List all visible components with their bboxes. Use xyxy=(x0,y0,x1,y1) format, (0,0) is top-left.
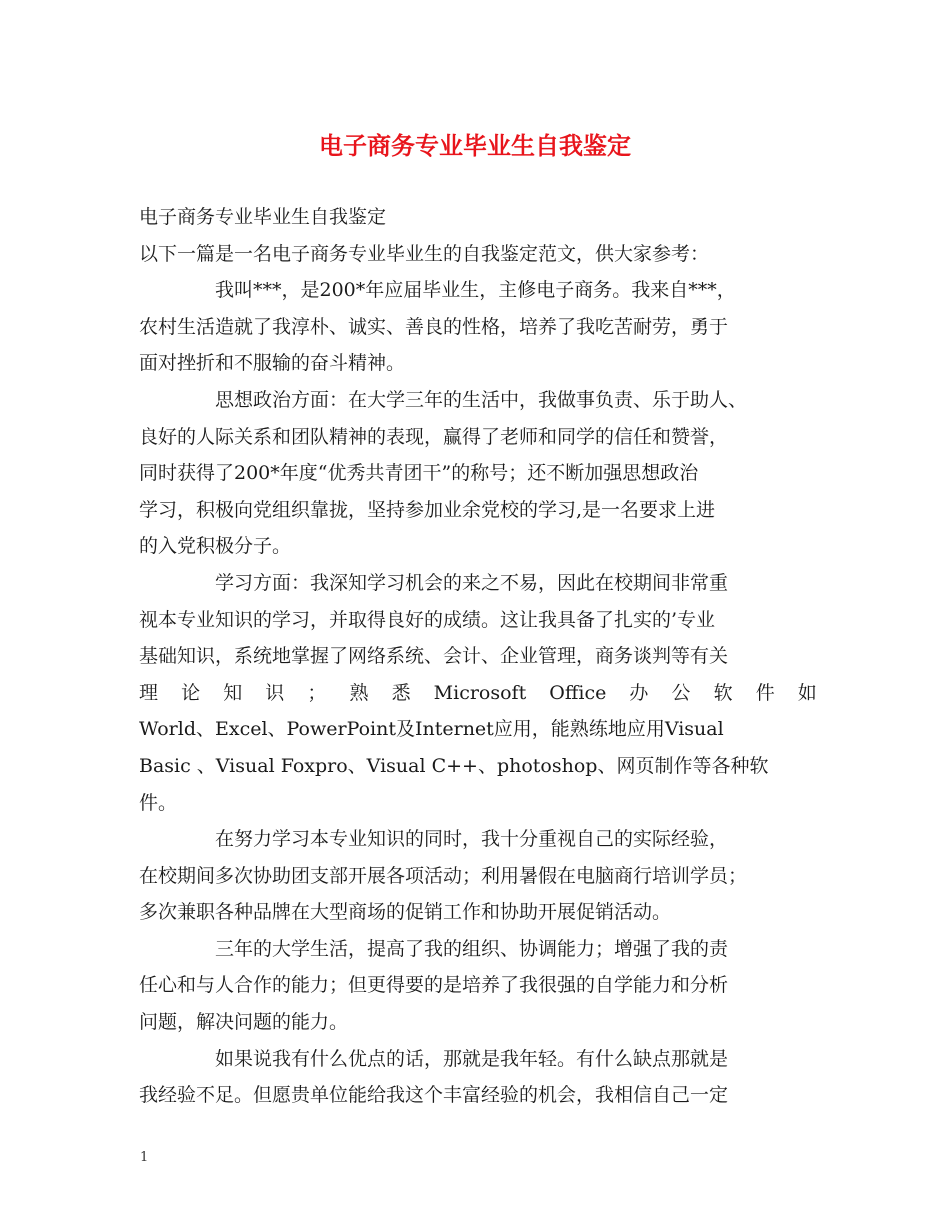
text-line: World、Excel、PowerPoint及Internet应用，能熟练地应用Visual xyxy=(139,718,724,741)
justified-line xyxy=(139,675,817,712)
word: Office xyxy=(549,681,607,704)
word: 识 xyxy=(265,681,285,704)
word: 熟 xyxy=(349,681,369,704)
text-line: 问题，解决问题的能力。 xyxy=(139,1011,349,1034)
word: 软 xyxy=(713,681,733,704)
word: 知 xyxy=(223,681,243,704)
text-line: 良好的人际关系和团队精神的表现，赢得了老师和同学的信任和赞誉， xyxy=(139,425,729,448)
page-number: 1 xyxy=(140,1150,149,1165)
document-body xyxy=(139,199,817,1114)
text-line: 学习，积极向党组织靠拢，坚持参加业余党校的学习,是一名要求上进 xyxy=(139,498,716,521)
word: Microsoft xyxy=(433,681,527,704)
intro-line: 以下一篇是一名电子商务专业毕业生的自我鉴定范文，供大家参考： xyxy=(139,242,710,265)
word: 办 xyxy=(629,681,649,704)
word: ； xyxy=(307,681,327,704)
text-line: 在校期间多次协助团支部开展各项活动；利用暑假在电脑商行培训学员； xyxy=(139,864,748,887)
text-line: 件。 xyxy=(139,791,178,814)
text-line: 视本专业知识的学习，并取得良好的成绩。这让我具备了扎实的’专业 xyxy=(139,608,716,631)
text-line: 农村生活造就了我淳朴、诚实、善良的性格，培养了我吃苦耐劳，勇于 xyxy=(139,315,729,338)
paragraph-1 xyxy=(139,272,817,382)
word: 悉 xyxy=(391,681,411,704)
text-line: 同时获得了200*年度“优秀共青团干”的称号；还不断加强思想政治 xyxy=(139,462,699,485)
paragraph-5 xyxy=(139,931,817,1041)
text-line: 基础知识，系统地掌握了网络系统、会计、企业管理，商务谈判等有关 xyxy=(139,645,729,668)
paragraph-2 xyxy=(139,382,817,565)
text-line: 三年的大学生活，提高了我的组织、协调能力；增强了我的责 xyxy=(215,937,729,960)
text-line: 面对挫折和不服输的奋斗精神。 xyxy=(139,352,406,375)
paragraph-6 xyxy=(139,1041,817,1114)
word: 如 xyxy=(797,681,817,704)
document-title: 电子商务专业毕业生自我鉴定 xyxy=(319,131,631,160)
text-line: 我经验不足。但愿贵单位能给我这个丰富经验的机会，我相信自己一定 xyxy=(139,1084,729,1107)
heading-line: 电子商务专业毕业生自我鉴定 xyxy=(139,206,387,228)
text-line: 的入党积极分子。 xyxy=(139,535,292,558)
word: 公 xyxy=(671,681,691,704)
text-line: 在努力学习本专业知识的同时，我十分重视自己的实际经验， xyxy=(215,828,729,851)
text-line: 学习方面：我深知学习机会的来之不易，因此在校期间非常重 xyxy=(215,571,729,594)
text-line: 思想政治方面：在大学三年的生活中，我做事负责、乐于助人、 xyxy=(215,388,748,411)
word: 件 xyxy=(755,681,775,704)
word: 理 xyxy=(139,681,159,704)
text-line: Basic 、Visual Foxpro、Visual C++、photoshop、网页制作等各种软 xyxy=(139,754,769,777)
paragraph-4 xyxy=(139,821,817,931)
text-line: 我叫***，是200*年应届毕业生，主修电子商务。我来自***， xyxy=(215,279,736,302)
word: 论 xyxy=(181,681,201,704)
paragraph-3 xyxy=(139,565,817,821)
text-line: 任心和与人合作的能力；但更得要的是培养了我很强的自学能力和分析 xyxy=(139,974,729,997)
text-line: 多次兼职各种品牌在大型商场的促销工作和协助开展促销活动。 xyxy=(139,901,672,924)
text-line: 如果说我有什么优点的话，那就是我年轻。有什么缺点那就是 xyxy=(215,1047,729,1070)
